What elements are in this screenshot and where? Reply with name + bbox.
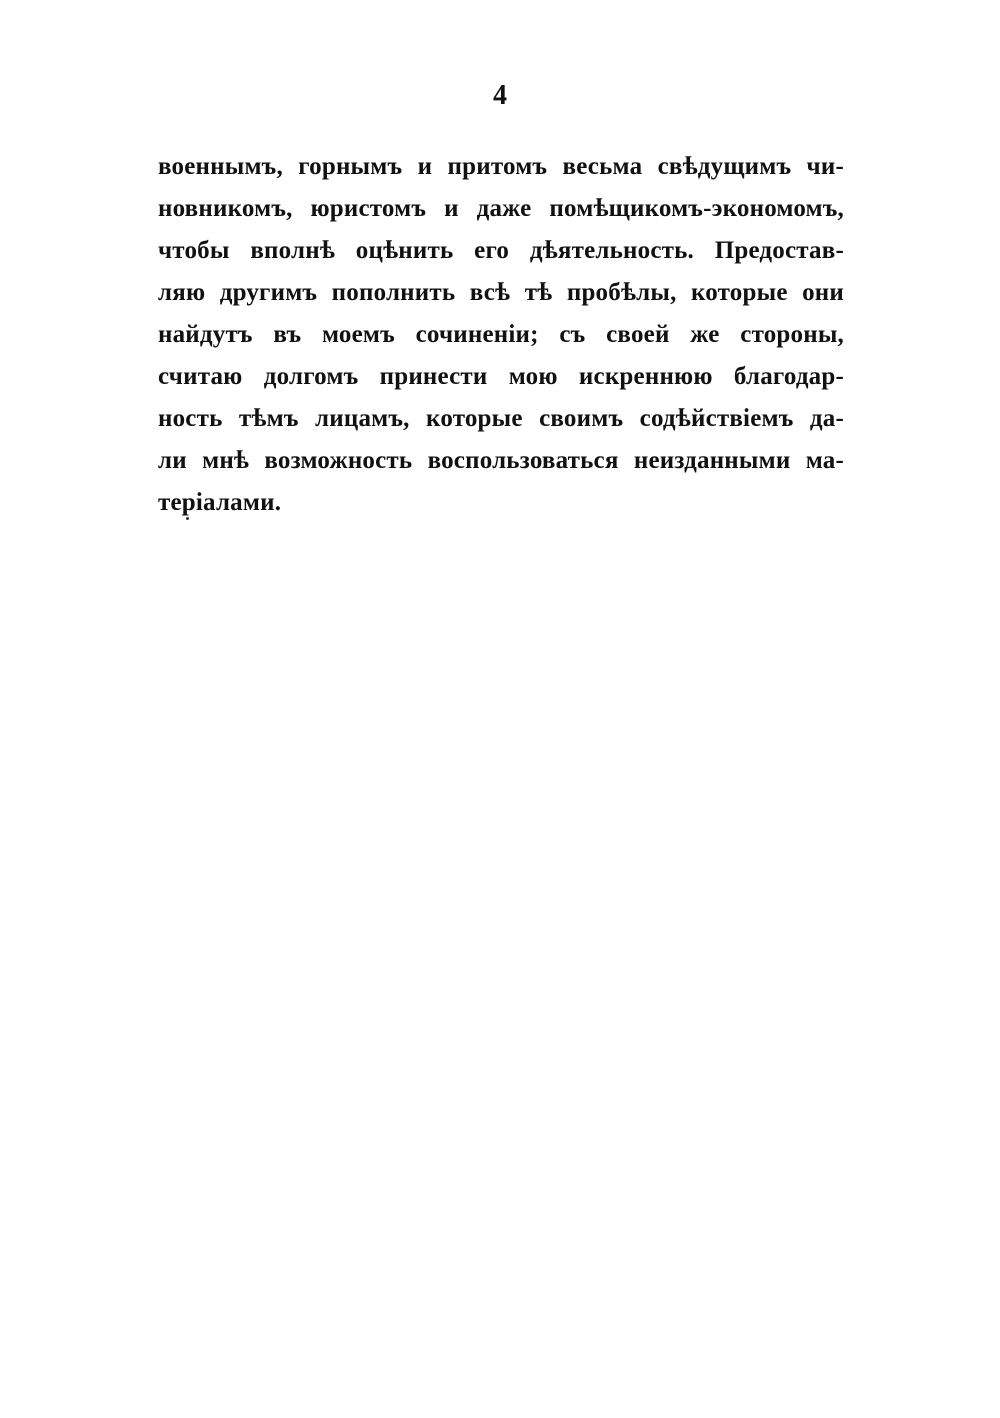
text-line: военнымъ, горнымъ и притомъ весьма свѣдущимъ чи- [158,153,844,180]
text-line: ность тѣмъ лицамъ, которые своимъ содѣйствіемъ да- [158,405,844,432]
text-line: ли мнѣ возможность воспользоваться неизданными ма- [158,447,844,474]
text-line-last: теріалами. [158,489,282,516]
text-line: считаю долгомъ принести мою искреннюю благодар- [158,363,844,390]
text-line: чтобы вполнѣ оцѣнить его дѣятельность. Предостав- [158,237,844,264]
page-number: 4 [493,80,507,111]
text-line: новникомъ, юристомъ и даже помѣщикомъ-экономомъ, [158,195,844,222]
body-text [158,146,844,524]
text-line: найдутъ въ моемъ сочиненіи; съ своей же стороны, [158,321,844,348]
text-line: ляю другимъ пополнить всѣ тѣ пробѣлы, которые они [158,279,844,306]
ink-speck [186,517,189,520]
